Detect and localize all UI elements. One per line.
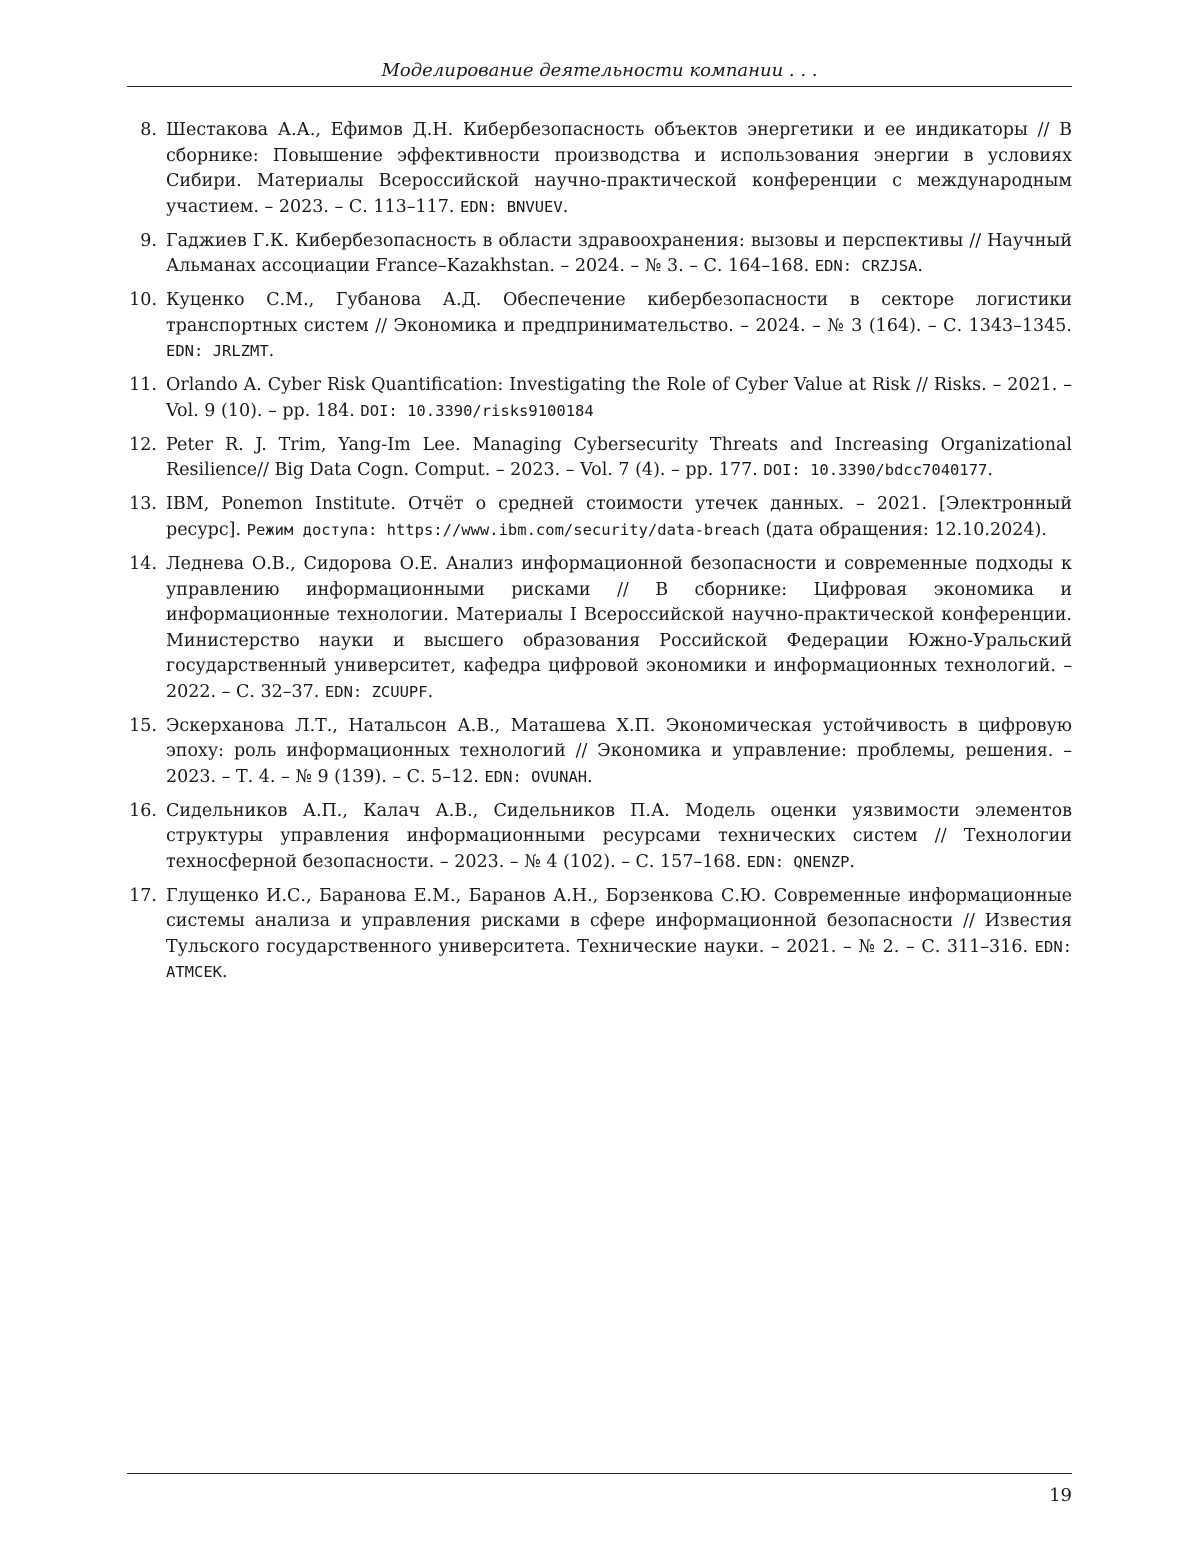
reference-number: 12. [129, 434, 157, 455]
reference-identifier: EDN: ATMCEK [166, 937, 1072, 982]
reference-number: 9. [140, 230, 157, 251]
reference-item [127, 118, 1072, 220]
reference-number: 17. [129, 885, 157, 906]
running-header-title: Моделирование деятельности компании . . . [381, 60, 818, 81]
reference-identifier: DOI: 10.3390/bdcc7040177 [763, 461, 988, 480]
reference-text: Сидельников А.П., Калач А.В., Сидельников П.А. Модель оценки уязвимости элементов структуры управления информационными ресурсами технических систем // Технологии техносферной безопасности. – 2023. – № 4 (102). – С. 157–168. [166, 800, 1072, 872]
reference-tail: . [587, 766, 593, 787]
reference-number: 10. [129, 290, 157, 311]
reference-identifier: EDN: CRZJSA [814, 257, 918, 276]
reference-item [127, 884, 1072, 986]
reference-tail: . [562, 196, 569, 217]
reference-tail: . [917, 256, 923, 277]
reference-text: Глущенко И.С., Баранова Е.М., Баранов А.Н., Борзенкова С.Ю. Современные информационные системы анализа и управления рисками в сфере информационной безопасности // Известия Тульского государственного университета. Технические науки. – 2021. – № 2. – С. 311–316. [166, 885, 1072, 957]
reference-item [127, 229, 1072, 280]
reference-identifier: EDN: ZCUUPF [324, 682, 428, 701]
reference-identifier: DOI: 10.3390/risks9100184 [360, 401, 594, 420]
reference-text: Эскерханова Л.Т., Натальсон А.В., Маташева Х.П. Экономическая устойчивость в цифровую эпоху: роль информационных технологий // Экономика и управление: проблемы, решения. – 2023. – Т. 4. – № 9 (139). – С. 5–12. [166, 715, 1072, 787]
reference-tail: . [222, 962, 228, 983]
reference-text: Гаджиев Г.К. Кибербезопасность в области здравоохранения: вызовы и перспективы // Научный Альманах ассоциации France–Kazakhstan. – 2024. – № 3. – С. 164–168. [166, 230, 1072, 277]
reference-text: IBM, Ponemon Institute. Отчёт о средней стоимости утечек данных. – 2021. [Электронный ресурс]. [166, 494, 1072, 540]
reference-text: Peter R. J. Trim, Yang-Im Lee. Managing Cybersecurity Threats and Increasing Organizational Resilience// Big Data Cogn. Comput. – 2023. – Vol. 7 (4). – pp. 177. [166, 434, 1072, 481]
reference-identifier: EDN: BNVUEV [460, 197, 563, 216]
reference-text: Куценко С.М., Губанова А.Д. Обеспечение кибербезопасности в секторе логистики транспортных систем // Экономика и предпринимательство. – 2024. – № 3 (164). – С. 1343–1345. [166, 290, 1072, 336]
reference-item [127, 552, 1072, 705]
reference-identifier: EDN: JRLZMT [166, 342, 269, 361]
page-number: 19 [1049, 1485, 1072, 1506]
reference-item [127, 433, 1072, 484]
footer-rule [127, 1473, 1072, 1474]
reference-tail: . [268, 341, 275, 362]
reference-item [127, 714, 1072, 791]
reference-text: Леднева О.В., Сидорова О.Е. Анализ информационной безопасности и современные подходы к управлению информационными рисками // В сборнике: Цифровая экономика и информационные технологии. Материалы I Всероссийской научно-практической конференции. Министерство науки и высшего образования Российской Федерации Южно-Уральский государственный университет, кафедра цифровой экономики и информационных технологий. – 2022. – С. 32–37. [166, 554, 1072, 702]
reference-identifier: Режим доступа: https://www.ibm.com/security/data-breach [246, 520, 760, 539]
reference-identifier: EDN: QNENZP [746, 852, 850, 871]
reference-identifier: EDN: OVUNAH [484, 767, 588, 786]
reference-item [127, 288, 1072, 365]
reference-tail: . [987, 460, 993, 481]
reference-list [127, 118, 1072, 994]
reference-item [127, 373, 1072, 424]
reference-item [127, 492, 1072, 543]
reference-number: 11. [129, 375, 157, 396]
reference-number: 15. [129, 715, 157, 736]
reference-text: Шестакова А.А., Ефимов Д.Н. Кибербезопасность объектов энергетики и ее индикаторы // В сборнике: Повышение эффективности производства и использования энергии в условиях Сибири. Материалы Всероссийской научно-практической конференции с международным участием. – 2023. – С. 113–117. [166, 120, 1072, 217]
reference-number: 14. [129, 554, 157, 575]
reference-number: 8. [140, 120, 157, 140]
reference-tail: . [427, 681, 434, 702]
reference-text: Orlando A. Cyber Risk Quantification: Investigating the Role of Cyber Value at Risk // Risks. – 2021. – Vol. 9 (10). – pp. 184. [166, 375, 1072, 421]
reference-number: 13. [129, 494, 157, 515]
header-rule [127, 86, 1072, 87]
reference-tail: (дата обращения: 12.10.2024). [759, 519, 1047, 540]
reference-number: 16. [129, 800, 157, 821]
reference-item [127, 799, 1072, 876]
reference-tail: . [849, 851, 855, 872]
